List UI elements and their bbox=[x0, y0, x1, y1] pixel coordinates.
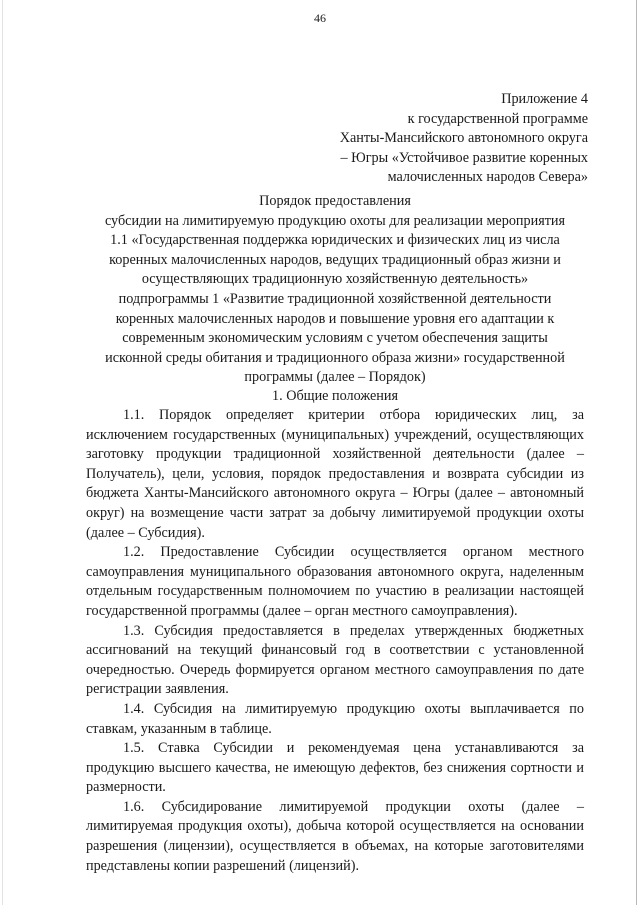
section-body bbox=[86, 406, 584, 876]
paragraph-1-3: 1.3. Субсидия предоставляется в пределах утвержденных бюджетных ассигнований на текущий финансовый год в соответствии с установленной очередностью. Очередь формируется органом местного самоуправления по дате регистрации заявления. bbox=[86, 622, 584, 698]
paragraph-1-6: 1.6. Субсидирование лимитируемой продукции охоты (далее – лимитируемая продукция охоты), добыча которой осуществляется на основании разрешения (лицензии), осуществляется в объемах, на которые заготовителями представлены копии разрешений (лицензий). bbox=[86, 798, 584, 874]
title-line: субсидии на лимитируемую продукцию охоты для реализации мероприятия bbox=[104, 212, 566, 229]
paragraph-1-1: 1.1. Порядок определяет критерии отбора юридических лиц, за исключением государственных (муниципальных) учреждений, осуществляющих заготовку продукции традиционной хозяйственной деятельности (далее – Получатель), цели, условия, порядок предоставления и возврата субсидии из бюджета Ханты-Мансийского автономного округа – Югры (далее – автономный округ) на возмещение части затрат за добычу лимитируемой продукции охоты (далее – Субсидия). bbox=[86, 407, 584, 541]
title-line: подпрограммы 1 «Развитие традиционной хозяйственной деятельности bbox=[118, 290, 552, 307]
page-number: 46 bbox=[314, 11, 326, 25]
document-title bbox=[86, 192, 584, 388]
title-line: современным экономическим условиям с учетом обеспечения защиты bbox=[122, 330, 548, 347]
section-heading: 1. Общие положения bbox=[272, 388, 398, 404]
appendix-line: Ханты-Мансийского автономного округа bbox=[339, 130, 588, 147]
appendix-line: малочисленных народов Севера» bbox=[387, 169, 588, 186]
paragraph-1-4: 1.4. Субсидия на лимитируемую продукцию охоты выплачивается по ставкам, указанным в таблице. bbox=[86, 700, 584, 737]
appendix-line: к государственной программе bbox=[407, 110, 588, 127]
title-line: 1.1 «Государственная поддержка юридических и физических лиц из числа bbox=[110, 232, 560, 249]
title-line: осуществляющих традиционную хозяйственную деятельность» bbox=[141, 271, 529, 288]
page-left-edge bbox=[2, 0, 3, 905]
paragraph-1-2: 1.2. Предоставление Субсидии осуществляется органом местного самоуправления муниципального образования автономного округа, наделенным отдельным государственным полномочием по участию в реализации настоящей государственной программы (далее – орган местного самоуправления). bbox=[86, 544, 584, 619]
title-line: программы (далее – Порядок) bbox=[244, 369, 426, 386]
appendix-line: – Югры «Устойчивое развитие коренных bbox=[340, 149, 588, 166]
title-line: коренных малочисленных народов и повышение уровня его адаптации к bbox=[115, 310, 555, 327]
appendix-header bbox=[258, 90, 588, 188]
page-right-edge bbox=[636, 0, 637, 905]
title-line: Порядок предоставления bbox=[259, 193, 411, 209]
appendix-line: Приложение 4 bbox=[501, 91, 588, 107]
title-line: коренных малочисленных народов, ведущих традиционный образ жизни и bbox=[109, 251, 561, 268]
title-line: исконной среды обитания и традиционного образа жизни» государственной bbox=[105, 349, 565, 366]
paragraph-1-5: 1.5. Ставка Субсидии и рекомендуемая цена устанавливаются за продукцию высшего качества, не имеющую дефектов, без снижения сортности и размерности. bbox=[86, 740, 584, 796]
